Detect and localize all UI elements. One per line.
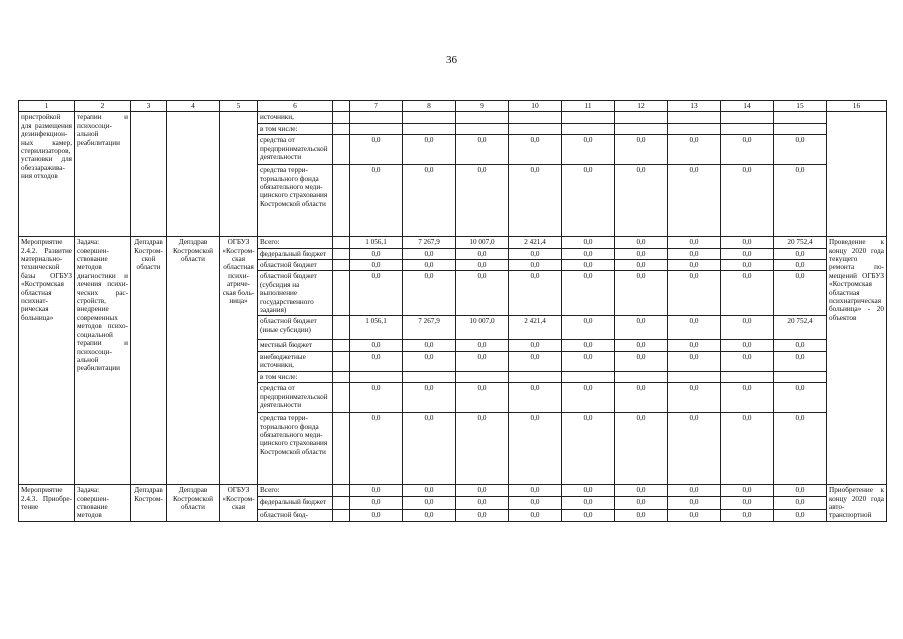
value-cell: 0,0 (403, 509, 456, 521)
spacer-cell (333, 135, 350, 165)
spacer-cell (333, 413, 350, 485)
header-cell: 5 (220, 101, 258, 112)
value-cell: 0,0 (668, 271, 721, 316)
value-cell: 1 056,1 (350, 237, 403, 248)
value-cell: 0,0 (562, 135, 615, 165)
value-cell: 0,0 (721, 413, 774, 485)
value-cell (615, 112, 668, 123)
funding-source-cell: средства территориального фонда обязательного медицинского страхования Костромской области (258, 413, 333, 485)
coordinator-cell: Депздрав Костром- (131, 485, 167, 522)
spacer-cell (333, 509, 350, 521)
value-cell: 0,0 (350, 509, 403, 521)
value-cell: 0,0 (721, 248, 774, 259)
value-cell: 0,0 (668, 509, 721, 521)
value-cell (509, 123, 562, 134)
result-cell: Проведение к концу 2020 года текущего ремонта помещений ОГБУЗ «Костромская областная психиатрическая больница» - 20 объектов (827, 237, 887, 485)
header-cell: 16 (827, 101, 887, 112)
value-cell: 0,0 (774, 135, 827, 165)
value-cell: 0,0 (350, 383, 403, 413)
value-cell (562, 123, 615, 134)
value-cell: 0,0 (668, 351, 721, 371)
header-cell: 7 (350, 101, 403, 112)
value-cell: 0,0 (721, 351, 774, 371)
value-cell (668, 112, 721, 123)
value-cell (403, 123, 456, 134)
value-cell: 0,0 (668, 340, 721, 351)
value-cell: 0,0 (509, 413, 562, 485)
value-cell: 0,0 (456, 383, 509, 413)
value-cell: 0,0 (721, 340, 774, 351)
spacer-cell (333, 112, 350, 123)
value-cell: 0,0 (615, 271, 668, 316)
value-cell: 0,0 (615, 413, 668, 485)
value-cell: 0,0 (456, 340, 509, 351)
spacer-cell (333, 371, 350, 382)
coordinator-cell (131, 112, 167, 237)
value-cell: 0,0 (721, 383, 774, 413)
value-cell: 0,0 (456, 413, 509, 485)
value-cell: 0,0 (509, 351, 562, 371)
header-cell: 4 (167, 101, 220, 112)
value-cell: 2 421,4 (509, 237, 562, 248)
spacer-cell (333, 316, 350, 340)
value-cell: 0,0 (615, 383, 668, 413)
value-cell: 0,0 (774, 271, 827, 316)
value-cell (456, 123, 509, 134)
funding-source-cell: в том числе: (258, 123, 333, 134)
value-cell: 0,0 (562, 383, 615, 413)
value-cell: 0,0 (456, 248, 509, 259)
funding-source-cell: в том числе: (258, 371, 333, 382)
value-cell: 2 421,4 (509, 316, 562, 340)
value-cell: 0,0 (562, 497, 615, 509)
value-cell: 0,0 (562, 509, 615, 521)
value-cell: 0,0 (615, 248, 668, 259)
value-cell: 0,0 (668, 165, 721, 237)
value-cell (562, 371, 615, 382)
value-cell: 0,0 (350, 260, 403, 271)
value-cell (668, 371, 721, 382)
value-cell (721, 123, 774, 134)
value-cell (509, 112, 562, 123)
value-cell (721, 371, 774, 382)
value-cell (403, 371, 456, 382)
value-cell: 0,0 (774, 165, 827, 237)
value-cell (456, 112, 509, 123)
value-cell: 0,0 (403, 260, 456, 271)
value-cell: 0,0 (350, 271, 403, 316)
value-cell (350, 123, 403, 134)
header-cell: 3 (131, 101, 167, 112)
value-cell: 0,0 (562, 237, 615, 248)
value-cell: 0,0 (456, 271, 509, 316)
value-cell (509, 371, 562, 382)
executor-cell (220, 112, 258, 237)
value-cell: 0,0 (721, 260, 774, 271)
spacer-cell (333, 248, 350, 259)
value-cell (456, 371, 509, 382)
funding-source-cell: средства от предпринимательской деятельности (258, 135, 333, 165)
value-cell: 0,0 (721, 509, 774, 521)
value-cell: 0,0 (774, 485, 827, 497)
funding-source-cell: областной бюджет (субсидия на выполнение государственного задания) (258, 271, 333, 316)
value-cell: 0,0 (403, 165, 456, 237)
table-row (19, 112, 887, 123)
value-cell: 0,0 (350, 485, 403, 497)
value-cell: 0,0 (668, 413, 721, 485)
value-cell: 0,0 (562, 260, 615, 271)
header-cell: 10 (509, 101, 562, 112)
value-cell (721, 112, 774, 123)
value-cell: 0,0 (615, 237, 668, 248)
value-cell (615, 371, 668, 382)
funding-source-cell: областной бюджет (258, 260, 333, 271)
value-cell: 0,0 (615, 316, 668, 340)
value-cell: 0,0 (615, 340, 668, 351)
value-cell: 0,0 (774, 351, 827, 371)
value-cell: 10 007,0 (456, 316, 509, 340)
value-cell: 0,0 (456, 165, 509, 237)
value-cell (774, 371, 827, 382)
coordinator-cell: Депздрав Костромской области (131, 237, 167, 485)
value-cell (403, 112, 456, 123)
funding-source-cell: внебюджетные источники, (258, 351, 333, 371)
value-cell: 0,0 (456, 509, 509, 521)
value-cell: 0,0 (403, 497, 456, 509)
value-cell: 0,0 (721, 165, 774, 237)
value-cell: 0,0 (509, 497, 562, 509)
table-row (19, 237, 887, 248)
value-cell: 0,0 (509, 135, 562, 165)
value-cell: 7 267,9 (403, 316, 456, 340)
value-cell: 0,0 (509, 260, 562, 271)
task-cell: Задача: совершенствование методов диагностики и лечения психических расстройств, внедрение современных методов психосоциальной терапии и психосоциальной реабилитации (75, 237, 131, 485)
value-cell: 0,0 (456, 497, 509, 509)
funding-source-cell: федеральный бюджет (258, 248, 333, 259)
value-cell: 0,0 (774, 413, 827, 485)
page-number: 36 (446, 54, 457, 66)
value-cell (615, 123, 668, 134)
spacer-cell (333, 271, 350, 316)
value-cell: 0,0 (509, 383, 562, 413)
value-cell: 0,0 (721, 135, 774, 165)
value-cell: 0,0 (721, 316, 774, 340)
value-cell: 0,0 (562, 340, 615, 351)
result-cell: Приобретение к концу 2020 года автотранспортной (827, 485, 887, 522)
funding-source-cell: областной бюд- (258, 509, 333, 521)
value-cell: 0,0 (562, 351, 615, 371)
value-cell (350, 112, 403, 123)
value-cell: 0,0 (403, 135, 456, 165)
spacer-cell (333, 485, 350, 497)
value-cell: 0,0 (668, 383, 721, 413)
spacer-cell (333, 351, 350, 371)
value-cell: 0,0 (774, 509, 827, 521)
value-cell: 0,0 (721, 485, 774, 497)
value-cell: 0,0 (509, 485, 562, 497)
value-cell (350, 371, 403, 382)
value-cell: 0,0 (509, 509, 562, 521)
value-cell: 0,0 (615, 165, 668, 237)
value-cell: 0,0 (668, 248, 721, 259)
header-cell (333, 101, 350, 112)
value-cell: 0,0 (509, 271, 562, 316)
value-cell: 0,0 (774, 260, 827, 271)
spacer-cell (333, 260, 350, 271)
task-cell: терапии и психосоциальной реабилитации (75, 112, 131, 237)
value-cell: 0,0 (774, 248, 827, 259)
header-cell: 6 (258, 101, 333, 112)
funding-source-cell: Всего: (258, 237, 333, 248)
spacer-cell (333, 123, 350, 134)
header-cell: 13 (668, 101, 721, 112)
value-cell: 0,0 (403, 351, 456, 371)
value-cell: 0,0 (615, 135, 668, 165)
value-cell: 0,0 (456, 135, 509, 165)
value-cell: 0,0 (615, 497, 668, 509)
value-cell: 0,0 (350, 340, 403, 351)
spacer-cell (333, 165, 350, 237)
funding-source-cell: источники, (258, 112, 333, 123)
funding-source-cell: средства от предпринимательской деятельности (258, 383, 333, 413)
header-row (19, 101, 887, 112)
header-cell: 2 (75, 101, 131, 112)
funding-source-cell: федеральный бюджет (258, 497, 333, 509)
value-cell: 20 752,4 (774, 316, 827, 340)
funding-source-cell: областной бюджет (иные субсидии) (258, 316, 333, 340)
value-cell: 0,0 (456, 485, 509, 497)
header-cell: 14 (721, 101, 774, 112)
spacer-cell (333, 497, 350, 509)
task-cell: Задача: совершенствование методов (75, 485, 131, 522)
value-cell: 0,0 (668, 485, 721, 497)
executor-cell: ОГБУЗ «Костромская областная психиатрическая больница» (220, 237, 258, 485)
value-cell: 20 752,4 (774, 237, 827, 248)
header-cell: 9 (456, 101, 509, 112)
value-cell: 0,0 (403, 383, 456, 413)
value-cell (668, 123, 721, 134)
value-cell: 0,0 (615, 260, 668, 271)
value-cell: 0,0 (562, 485, 615, 497)
value-cell: 0,0 (403, 271, 456, 316)
value-cell: 0,0 (456, 260, 509, 271)
spacer-cell (333, 340, 350, 351)
executor-cell: ОГБУЗ «Костромская (220, 485, 258, 522)
value-cell: 0,0 (721, 497, 774, 509)
value-cell: 0,0 (403, 485, 456, 497)
value-cell: 7 267,9 (403, 237, 456, 248)
value-cell: 0,0 (509, 165, 562, 237)
program-table (18, 100, 887, 522)
value-cell: 0,0 (350, 413, 403, 485)
value-cell (774, 112, 827, 123)
header-cell: 15 (774, 101, 827, 112)
value-cell: 0,0 (774, 340, 827, 351)
value-cell: 0,0 (403, 340, 456, 351)
value-cell: 0,0 (668, 260, 721, 271)
value-cell: 0,0 (615, 351, 668, 371)
value-cell: 0,0 (668, 135, 721, 165)
value-cell: 0,0 (615, 485, 668, 497)
value-cell: 0,0 (774, 497, 827, 509)
value-cell (562, 112, 615, 123)
value-cell: 0,0 (562, 316, 615, 340)
value-cell: 0,0 (456, 351, 509, 371)
responsible-cell: Депздрав Костромской области (167, 237, 220, 485)
value-cell: 0,0 (350, 248, 403, 259)
value-cell: 1 056,1 (350, 316, 403, 340)
header-cell: 12 (615, 101, 668, 112)
value-cell: 0,0 (350, 351, 403, 371)
header-cell: 11 (562, 101, 615, 112)
value-cell: 0,0 (668, 316, 721, 340)
activity-name-cell: Мероприятие 2.4.3. Приобретение (19, 485, 75, 522)
value-cell: 0,0 (509, 340, 562, 351)
activity-name-cell: Мероприятие 2.4.2. Развитие материально-технической базы ОГБУЗ «Костромская областная психиатрическая больница» (19, 237, 75, 485)
funding-source-cell: местный бюджет (258, 340, 333, 351)
funding-source-cell: Всего: (258, 485, 333, 497)
header-cell: 1 (19, 101, 75, 112)
value-cell: 10 007,0 (456, 237, 509, 248)
responsible-cell: Депздрав Костромской области (167, 485, 220, 522)
result-cell (827, 112, 887, 237)
value-cell: 0,0 (509, 248, 562, 259)
funding-source-cell: средства территориального фонда обязательного медицинского страхования Костромской области (258, 165, 333, 237)
value-cell: 0,0 (562, 248, 615, 259)
value-cell: 0,0 (562, 165, 615, 237)
value-cell (774, 123, 827, 134)
spacer-cell (333, 383, 350, 413)
value-cell: 0,0 (721, 271, 774, 316)
value-cell: 0,0 (350, 135, 403, 165)
value-cell: 0,0 (668, 237, 721, 248)
table-row (19, 485, 887, 497)
value-cell: 0,0 (668, 497, 721, 509)
value-cell: 0,0 (721, 237, 774, 248)
value-cell: 0,0 (350, 497, 403, 509)
value-cell: 0,0 (562, 413, 615, 485)
header-cell: 8 (403, 101, 456, 112)
value-cell: 0,0 (403, 413, 456, 485)
activity-name-cell: пристройкой для размещения дезинфекционных камер, стерилизаторов, установки для обеззараживания отходов (19, 112, 75, 237)
value-cell: 0,0 (774, 383, 827, 413)
responsible-cell (167, 112, 220, 237)
value-cell: 0,0 (562, 271, 615, 316)
value-cell: 0,0 (350, 165, 403, 237)
value-cell: 0,0 (615, 509, 668, 521)
spacer-cell (333, 237, 350, 248)
value-cell: 0,0 (403, 248, 456, 259)
